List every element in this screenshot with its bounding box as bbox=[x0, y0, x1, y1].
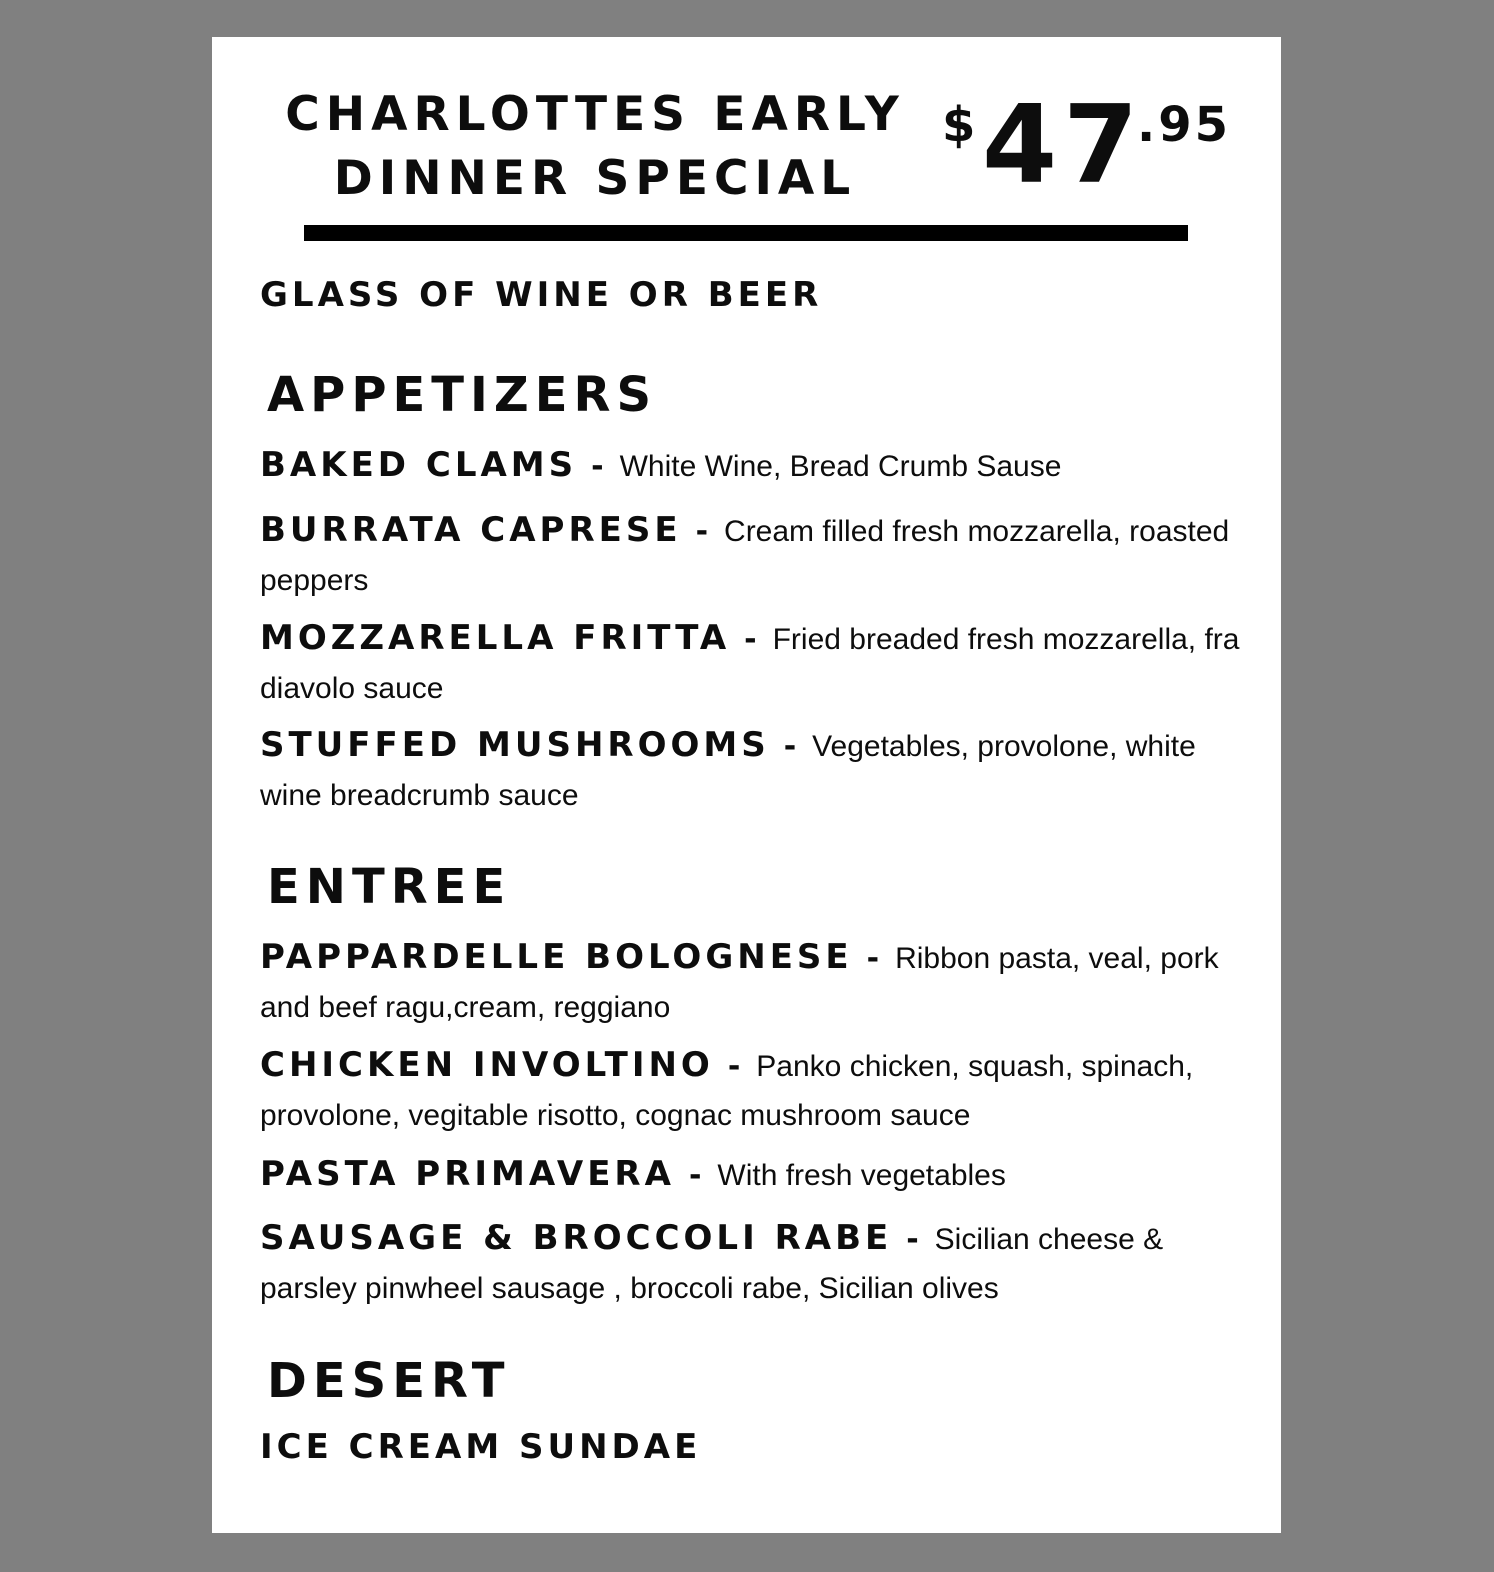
menu-item-name: PASTA PRIMAVERA bbox=[260, 1154, 675, 1194]
menu-item-name: MOZZARELLA FRITTA bbox=[260, 618, 731, 658]
menu-item-separator: - bbox=[783, 729, 797, 764]
menu-item-description: Fried breaded fresh mozzarella, fra diavolo sauce bbox=[260, 623, 1240, 705]
drink-option: GLASS OF WINE OR BEER bbox=[260, 275, 823, 315]
menu-item-name: BURRATA CAPRESE bbox=[260, 510, 682, 550]
menu-item-description: White Wine, Bread Crumb Sause bbox=[619, 450, 1062, 483]
section-heading-entree: ENTREE bbox=[267, 859, 512, 915]
menu-item bbox=[260, 1152, 1245, 1203]
menu-item-description: With fresh vegetables bbox=[717, 1159, 1006, 1192]
menu-item-name: BAKED CLAMS bbox=[260, 445, 578, 485]
menu-title-line-1: CHARLOTTES EARLY bbox=[285, 87, 905, 142]
menu-title bbox=[260, 83, 930, 211]
menu-item bbox=[260, 1216, 1245, 1316]
menu-item-description: Ribbon pasta, veal, pork and beef ragu,cream, reggiano bbox=[260, 942, 1219, 1024]
menu-item-name: STUFFED MUSHROOMS bbox=[260, 725, 770, 765]
price-currency-symbol: $ bbox=[942, 97, 976, 153]
title-divider bbox=[304, 225, 1188, 241]
section-heading-desert: DESERT bbox=[267, 1353, 511, 1409]
menu-item-description: Panko chicken, squash, spinach, provolone, vegitable risotto, cognac mushroom sauce bbox=[260, 1050, 1194, 1132]
menu-item-description: Cream filled fresh mozzarella, roasted peppers bbox=[260, 515, 1230, 597]
menu-item bbox=[260, 723, 1245, 823]
section-heading-appetizers: APPETIZERS bbox=[267, 367, 658, 423]
menu-item bbox=[260, 935, 1245, 1035]
price-cents: .95 bbox=[1137, 97, 1232, 153]
menu-item-separator: - bbox=[688, 1158, 702, 1193]
menu-item-name: ICE CREAM SUNDAE bbox=[260, 1427, 702, 1467]
menu-item-separator: - bbox=[906, 1222, 919, 1257]
price-whole: 47 bbox=[982, 83, 1145, 208]
menu-item-separator: - bbox=[591, 449, 604, 484]
menu-item-separator: - bbox=[727, 1049, 741, 1084]
menu-item-description: Vegetables, provolone, white wine breadcrumb sauce bbox=[260, 730, 1196, 812]
menu-item-name: PAPPARDELLE BOLOGNESE bbox=[260, 937, 853, 977]
menu-item-separator: - bbox=[866, 941, 880, 976]
menu-item-name: SAUSAGE & BROCCOLI RABE bbox=[260, 1218, 893, 1258]
menu-item-separator: - bbox=[695, 514, 709, 549]
menu-title-line-2: DINNER SPECIAL bbox=[333, 151, 857, 206]
menu-item bbox=[260, 616, 1245, 716]
menu-item-name: CHICKEN INVOLTINO bbox=[260, 1045, 714, 1085]
menu-item bbox=[260, 508, 1245, 608]
menu-item-description: Sicilian cheese & parsley pinwheel sausage , broccoli rabe, Sicilian olives bbox=[260, 1223, 1164, 1305]
menu-item bbox=[260, 443, 1245, 494]
menu-item-separator: - bbox=[744, 622, 757, 657]
menu-page bbox=[212, 37, 1281, 1533]
menu-item bbox=[260, 1043, 1245, 1143]
